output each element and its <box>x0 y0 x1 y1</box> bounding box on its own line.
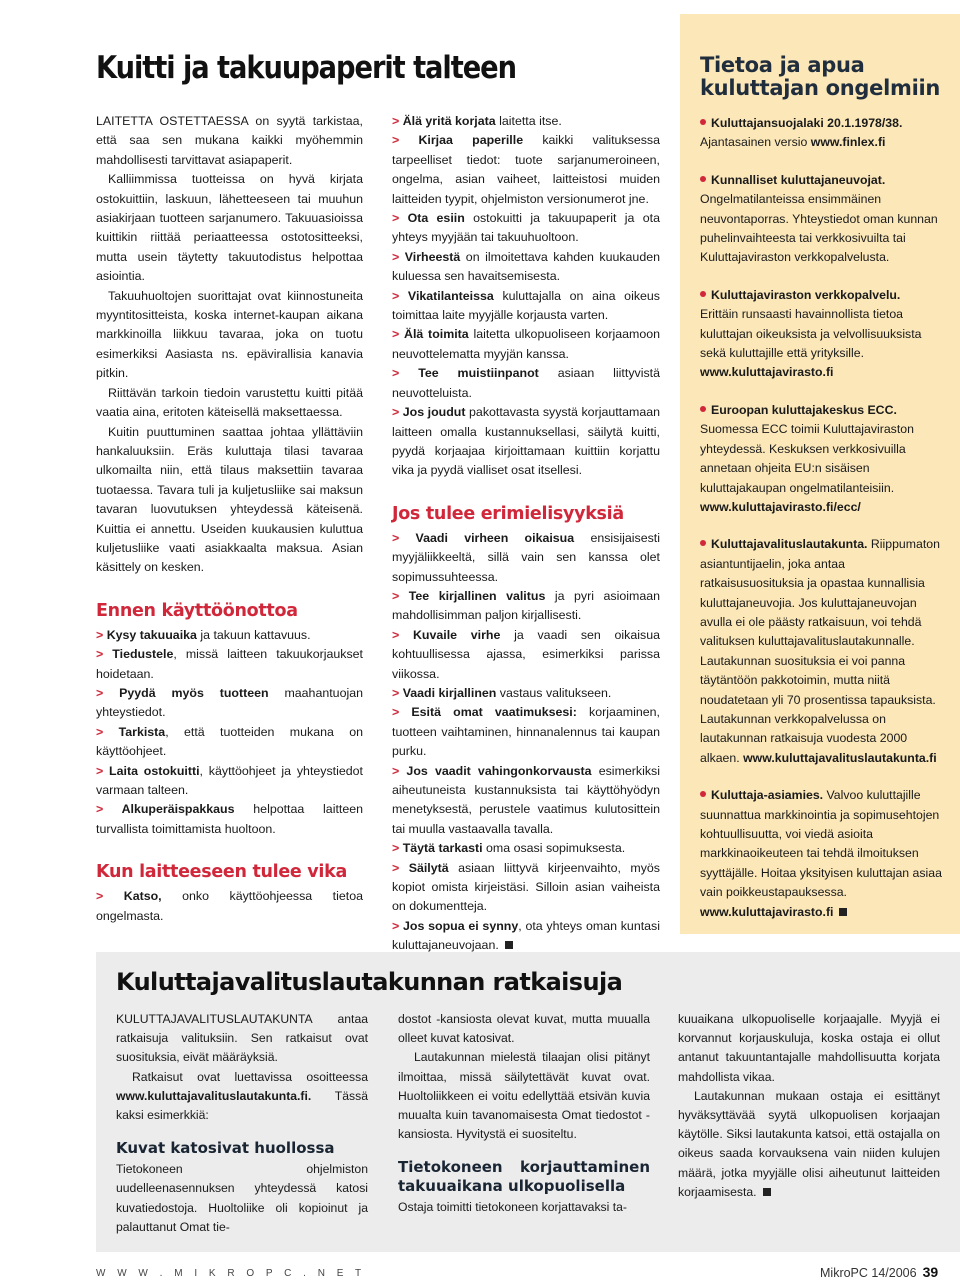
bullet-arrow-icon: > <box>96 802 122 817</box>
checklist-text: ja takuun kattavuus. <box>196 627 311 642</box>
checklist-text: on ilmoitettava kahden kuukauden kuluessa sen havaitsemisesta. <box>392 249 660 284</box>
checklist-disputes <box>392 529 660 956</box>
sidebar-item-text: Riippumaton asiantuntijaelin, joka antaa ratkaisusuosituksia ja opastaa kunnallisia kuluttajaneuvojia. Jos kuluttajaneuvojan avulla ei ole päästy ratkaisuun, voi tehdä valituksen kuluttajavalituslautakunnalle. Lautakunnan suosituksia ei voi panna täytäntöön pakkotoimin, mutta niitä noudatetaan yli 70 prosentissa tapauksista. Lautakunnan verkkopalvelussa on lautakunnan ratkaisuja vuodesta 2000 alkaen. <box>700 537 940 765</box>
sidebar-link[interactable]: www.kuluttajavirasto.fi/ecc/ <box>700 499 861 514</box>
bullet-arrow-icon: > <box>392 405 403 420</box>
bullet-arrow-icon: > <box>392 685 403 700</box>
bullet-arrow-icon: > <box>392 841 403 856</box>
checklist-fault <box>96 887 363 926</box>
checklist-fault-continued <box>392 112 660 481</box>
bullet-arrow-icon: > <box>392 366 419 381</box>
sidebar-link[interactable]: www.kuluttajavirasto.fi <box>700 365 834 380</box>
checklist-keyword: Kirjaa paperille <box>418 133 524 148</box>
bullet-arrow-icon: > <box>392 249 405 264</box>
bullet-arrow-icon: > <box>392 327 405 342</box>
checklist-keyword: Tee kirjallinen valitus <box>408 588 546 603</box>
checklist-text: asiaan liittyvistä neuvotteluista. <box>392 366 660 400</box>
bullet-dot-icon <box>700 540 706 546</box>
page-title: Kuitti ja takuupaperit talteen <box>96 50 516 86</box>
checklist-item <box>96 626 363 645</box>
checklist-text: , että tuotteiden mukana on käyttöohjeet. <box>96 724 363 759</box>
paragraph: kuuaikana ulkopuoliselle korjaajalle. Myyjä ei korvannut korjauskuluja, koska ostaja ei ollut antanut takuuntantajalle mahdollisuutta korjata mahdollista vikaa. <box>678 1012 940 1084</box>
sidebar-link[interactable]: www.kuluttajavirasto.fi <box>700 904 834 919</box>
checklist-text: laitetta itse. <box>495 114 562 128</box>
checklist-item <box>96 762 363 801</box>
checklist-keyword: Jos vaadit vahingonkorvausta <box>406 763 592 778</box>
bullet-arrow-icon: > <box>96 685 120 700</box>
checklist-keyword: Tee muistiinpanot <box>418 366 539 381</box>
sidebar-item <box>700 535 944 768</box>
checklist-text: kaikki valituksessa tarpeelliset tiedot: tuote sarjanumeroineen, ongelma, asian vaiheet, laitteistosi muiden laitteiden tyypit, ohjelmiston versionumerot jne. <box>392 133 661 206</box>
checklist-keyword: Älä yritä korjata <box>402 114 496 128</box>
checklist-text: ostokuitti ja takuupaperit ja ota yhteys myyjään tai takuuhuoltoon. <box>392 211 660 245</box>
checklist-text: , missä laitteen takuukorjaukset hoidetaan. <box>96 647 363 681</box>
sidebar-item-title: Kuluttaja-asiamies. <box>711 788 824 803</box>
checklist-text: helpottaa laitteen turvallista toimittamista huoltoon. <box>96 802 364 836</box>
case-heading: Tietokoneen korjauttaminen takuuaikana ulkopuolisella <box>398 1158 650 1196</box>
checklist-text: vastaus valitukseen. <box>496 685 612 700</box>
lead-caps: KULUTTAJAVALITUSLAUTAKUNTA <box>116 1012 312 1026</box>
page-number: 39 <box>922 1264 939 1280</box>
checklist-item <box>392 325 660 364</box>
checklist-text: maahantuojan yhteystiedot. <box>96 685 363 720</box>
bullet-arrow-icon: > <box>96 724 119 739</box>
article-column-1 <box>96 112 363 926</box>
checklist-text: pakottavasta syystä korjauttamaan laitteen omalla kustannuksellasi, säilytä kuitti, pyydä korjaajaa kirjoittamaan kuittiin korjattu vika ja pyydä vialliset osat itsellesi. <box>392 405 660 478</box>
checklist-item <box>392 248 660 287</box>
bullet-arrow-icon: > <box>392 114 403 128</box>
checklist-item <box>96 800 363 839</box>
bullet-arrow-icon: > <box>392 705 412 720</box>
bullet-dot-icon <box>700 406 706 412</box>
checklist-keyword: Kysy takuuaika <box>106 627 197 642</box>
bullet-dot-icon <box>700 176 706 182</box>
checklist-item <box>96 684 363 723</box>
checklist-item <box>392 626 660 684</box>
checklist-text: laitetta ulkopuoliseen korjaamoon neuvottelematta myyjän kanssa. <box>392 327 661 361</box>
checklist-keyword: Vikatilanteissa <box>407 288 494 303</box>
sidebar-item-text: Suomessa ECC toimii Kuluttajaviraston yhteydessä. Keskuksen verkkosivuilla annetaan ohjeita EU:n sisäisen kuluttajakaupan ongelmatilanteisiin. <box>700 422 914 495</box>
checklist-item <box>392 287 660 326</box>
checklist-keyword: Ota esiin <box>407 211 465 226</box>
lead-caps: LAITETTA OSTETTAESSA <box>96 114 249 128</box>
sidebar-item <box>700 171 944 268</box>
footer-site: W W W . M I K R O P C . N E T <box>96 1268 366 1279</box>
sidebar-item-text: Ajantasainen versio <box>700 135 811 150</box>
bullet-arrow-icon: > <box>96 763 110 778</box>
bullet-arrow-icon: > <box>392 860 409 875</box>
sidebar-item <box>700 114 944 153</box>
sidebar-link[interactable]: www.kuluttajavalituslautakunta.fi <box>743 750 937 765</box>
checklist-keyword: Säilytä <box>408 860 449 875</box>
footer-issue: MikroPC 14/2006 39 <box>820 1264 939 1280</box>
checklist-keyword: Laita ostokuitti <box>109 763 200 778</box>
checklist-item <box>96 723 363 762</box>
sidebar-item-text: Valvoo kuluttajille suunnattua markkinointia ja sopimusehtojen kohtuullisuutta, voi viedä asioita markkinaoikeuteen tai tehdä ilmoituksen syyttäjälle. Hoitaa yksityisen kuluttajan asiaa vain poikkeustapauksessa. <box>700 788 942 900</box>
section-heading: Jos tulee erimielisyyksiä <box>392 503 624 524</box>
checklist-item <box>392 839 660 858</box>
sidebar-item-text: Erittäin runsaasti havainnollista tietoa kuluttajan oikeuksista ja velvollisuuksista sekä kuluttajille että yrityksille. <box>700 307 922 361</box>
checklist-keyword: Pyydä myös tuotteen <box>119 685 269 700</box>
sidebar-item-title: Kuluttajavalituslautakunta. <box>711 537 868 552</box>
sidebar-title: Tietoa ja apua kuluttajan ongelmiin <box>700 53 941 100</box>
sidebar-item-title: Kuluttajansuojalaki 20.1.1978/38. <box>711 116 903 130</box>
checklist-item <box>392 587 660 626</box>
sidebar-item-title: Kuluttajaviraston verkkopalvelu. <box>711 287 901 302</box>
checklist-keyword: Älä toimita <box>404 327 469 342</box>
checklist-keyword: Tarkista <box>118 724 166 739</box>
checklist-before-use <box>96 626 363 839</box>
checklist-keyword: Vaadi virheen oikaisua <box>415 530 575 545</box>
paragraph: Lautakunnan mukaan ostaja ei esittänyt hyväksyttävää syytä ulkopuolisen korjaajan käytölle. Siksi lautakunta katsoi, että ostajalla on oikeus saada korvauksena vain niiden kulujen määrä, jotka myyjälle olisi aiheutunut laitteiden korjaamisesta. <box>678 1088 940 1199</box>
checklist-keyword: Kuvaile virhe <box>412 627 501 642</box>
checklist-item <box>392 209 660 248</box>
checklist-item <box>392 112 660 131</box>
checklist-item <box>96 645 363 684</box>
checklist-item <box>392 403 660 481</box>
checklist-item <box>392 917 660 956</box>
checklist-keyword: Tiedustele <box>112 647 174 662</box>
paragraph: Lautakunnan mielestä tilaajan olisi pitänyt ilmoittaa, missä säilytettävät kuvat ovat. Huoltoliikkeen ei voitu edellyttää etsivän kuvia muualta kuin tavanomaisesta Omat tiedostot -kansiosta. Hyvitystä ei suositeltu. <box>398 1050 650 1142</box>
bullet-arrow-icon: > <box>392 588 409 603</box>
bullet-arrow-icon: > <box>96 889 124 904</box>
checklist-text: korjaaminen, tuotteen vaihtaminen, hinnanalennus tai kaupan purku. <box>392 705 660 759</box>
rulings-title: Kuluttajavalituslautakunnan ratkaisuja <box>116 968 623 996</box>
checklist-item <box>392 859 660 917</box>
checklist-item <box>392 762 660 840</box>
sidebar-item-title: Euroopan kuluttajakeskus ECC. <box>711 402 897 417</box>
sidebar-item <box>700 786 944 922</box>
bullet-arrow-icon: > <box>392 627 413 642</box>
checklist-item <box>392 529 660 587</box>
bullet-arrow-icon: > <box>96 647 113 662</box>
paragraph: Riittävän tarkoin tiedoin varustettu kuitti pitää vaatia aina, eritoten käteisellä maksettaessa. <box>96 385 363 420</box>
checklist-text: onko käyttöohjeessa tietoa ongelmasta. <box>96 889 363 923</box>
checklist-text: ja pyri asioimaan mahdollisimman paljon kirjallisesti. <box>392 588 660 623</box>
paragraph: Kalliimmissa tuotteissa on hyvä kirjata ostokuittiin, laskuun, lähetteeseen tai muuhun asiakirjaan tuotteen sarjanumero. Takuuasioissa kuittikin riittää periaatteessa ostotositteeksi, mutta usein täytetty takuutodistus helpottaa asiointia. <box>96 172 363 284</box>
checklist-text: ensisijaisesti myyjäliikkeeltä, sillä vain sen kanssa olet sopimussuhteessa. <box>392 530 660 584</box>
lead-paragraph: LAITETTA OSTETTAESSA on syytä tarkistaa, että saa sen mukana kaikki myöhemmin mahdollisesti tarvittavat asiapaperit. <box>96 114 363 167</box>
checklist-text: kuluttajalla on aina oikeus toimittaa laite myyjälle korjausta varten. <box>392 288 660 323</box>
checklist-keyword: Vaadi kirjallinen <box>402 685 497 700</box>
bullet-dot-icon <box>700 119 706 125</box>
end-mark-icon <box>763 1188 771 1196</box>
checklist-text: , käyttöohjeet ja yhteystiedot varmaan talteen. <box>96 763 363 797</box>
checklist-keyword: Katso, <box>123 889 162 904</box>
checklist-item <box>392 364 660 403</box>
article-column-2 <box>392 112 660 956</box>
checklist-item <box>392 703 660 761</box>
checklist-item <box>96 887 363 926</box>
checklist-item <box>392 684 660 703</box>
checklist-text: , ota yhteys oman kuntasi kuluttajaneuvojaan. <box>392 918 660 953</box>
sidebar-list <box>700 114 944 940</box>
rulings-column-1: KULUTTAJAVALITUSLAUTAKUNTA antaa ratkaisuja valituksiin. Sen ratkaisut ovat suosituksia, eivät määräyksiä. Ratkaisut ovat luettavissa osoitteessa www.kuluttajavalituslautakunta.fi. Tässä kaksi esimerkkiä: Kuvat katosivat huollossa Tietokoneen ohjelmiston uudelleenasennuksen yhteydessä katosi kuvatiedostoja. Huoltoliike oli kopioinut ja palauttanut Omat tie- <box>116 1010 368 1237</box>
checklist-text: asiaan liittyvä kirjeenvaihto, myös kopiot omista kirjeistäsi. Silloin asian vaiheista on dokumentteja. <box>392 860 660 914</box>
paragraph: dostot -kansiosta olevat kuvat, mutta muualla olleet kuvat katosivat. <box>398 1012 650 1046</box>
paragraph: Takuuhuoltojen suorittajat ovat kiinnostuneita myyntitositteista, koska internet-kaupan aikana markkinoilla liikkuu tavaraa, joka on tuotu esimerkiksi Aasiasta ns. epävirallisia kanavia pitkin. <box>96 288 363 381</box>
paragraph: Tietokoneen ohjelmiston uudelleenasennuksen yhteydessä katosi kuvatiedostoja. Huoltoliike oli kopioinut ja palauttanut Omat tie- <box>116 1162 368 1234</box>
sidebar-item <box>700 401 944 517</box>
bullet-arrow-icon: > <box>392 530 416 545</box>
bullet-dot-icon <box>700 291 706 297</box>
bullet-arrow-icon: > <box>392 918 403 933</box>
bullet-arrow-icon: > <box>392 288 408 303</box>
rulings-column-2 <box>398 1010 650 1218</box>
end-mark-icon <box>839 908 847 916</box>
section-heading: Kun laitteeseen tulee vika <box>96 862 347 883</box>
checklist-text: ja vaadi sen oikaisua kohtuullisessa ajassa, esimerkiksi parissa viikossa. <box>392 627 660 681</box>
checklist-keyword: Täytä tarkasti <box>402 841 483 856</box>
checklist-keyword: Alkuperäispakkaus <box>121 802 235 817</box>
rulings-column-3 <box>678 1010 940 1202</box>
checklist-keyword: Jos sopua ei synny <box>403 918 519 933</box>
case-heading: Kuvat katosivat huollossa <box>116 1139 335 1158</box>
section-heading: Ennen käyttöönottoa <box>96 600 298 621</box>
rulings-link[interactable]: www.kuluttajavalituslautakunta.fi. <box>116 1088 312 1103</box>
bullet-arrow-icon: > <box>392 133 419 148</box>
bullet-dot-icon <box>700 791 706 797</box>
bullet-arrow-icon: > <box>392 763 407 778</box>
sidebar-item-title: Kunnalliset kuluttajaneuvojat. <box>711 172 886 187</box>
bullet-arrow-icon: > <box>96 627 107 642</box>
sidebar-item-text: Ongelmatilanteissa ensimmäinen neuvontaporras. Yhteystiedot oman kunnan puhelinvaihteesta tai verkkosivuilta tai Kuluttajaviraston verkkopalvelusta. <box>700 192 938 265</box>
paragraph: Kuitin puuttuminen saattaa johtaa yllättäviin hankaluuksiin. Eräs kuluttaja tilasi tavaraa ulkomailta niin, että tilaus maksettiin tavaraa tuotaessa. Tavara tuli ja kuljetusliike sai maksun tavaran luovutuksen yhteydessä käteisenä. Kuittia ei annettu. Useiden kuukausien kuluttua kuljetusliike vaati asiakkaalta maksua. Asian käsittely on kesken. <box>96 424 363 575</box>
bullet-arrow-icon: > <box>392 211 408 226</box>
checklist-keyword: Jos joudut <box>402 405 466 420</box>
checklist-item <box>392 131 660 209</box>
checklist-keyword: Esitä omat vaatimuksesi: <box>411 705 577 720</box>
sidebar-link[interactable]: www.finlex.fi <box>810 135 886 150</box>
end-mark-icon <box>505 941 513 949</box>
checklist-text: oma osasi sopimuksesta. <box>482 841 626 856</box>
checklist-text: esimerkiksi aiheutuneista kustannuksista tai käyttöhyödyn menetyksestä, perustele vaatimus kulutosittein tai muulla vastaavalla tavalla. <box>392 763 660 836</box>
paragraph: Ostaja toimitti tietokoneen korjattavaksi ta- <box>398 1200 627 1215</box>
checklist-keyword: Virheestä <box>404 249 461 264</box>
sidebar-item <box>700 286 944 383</box>
